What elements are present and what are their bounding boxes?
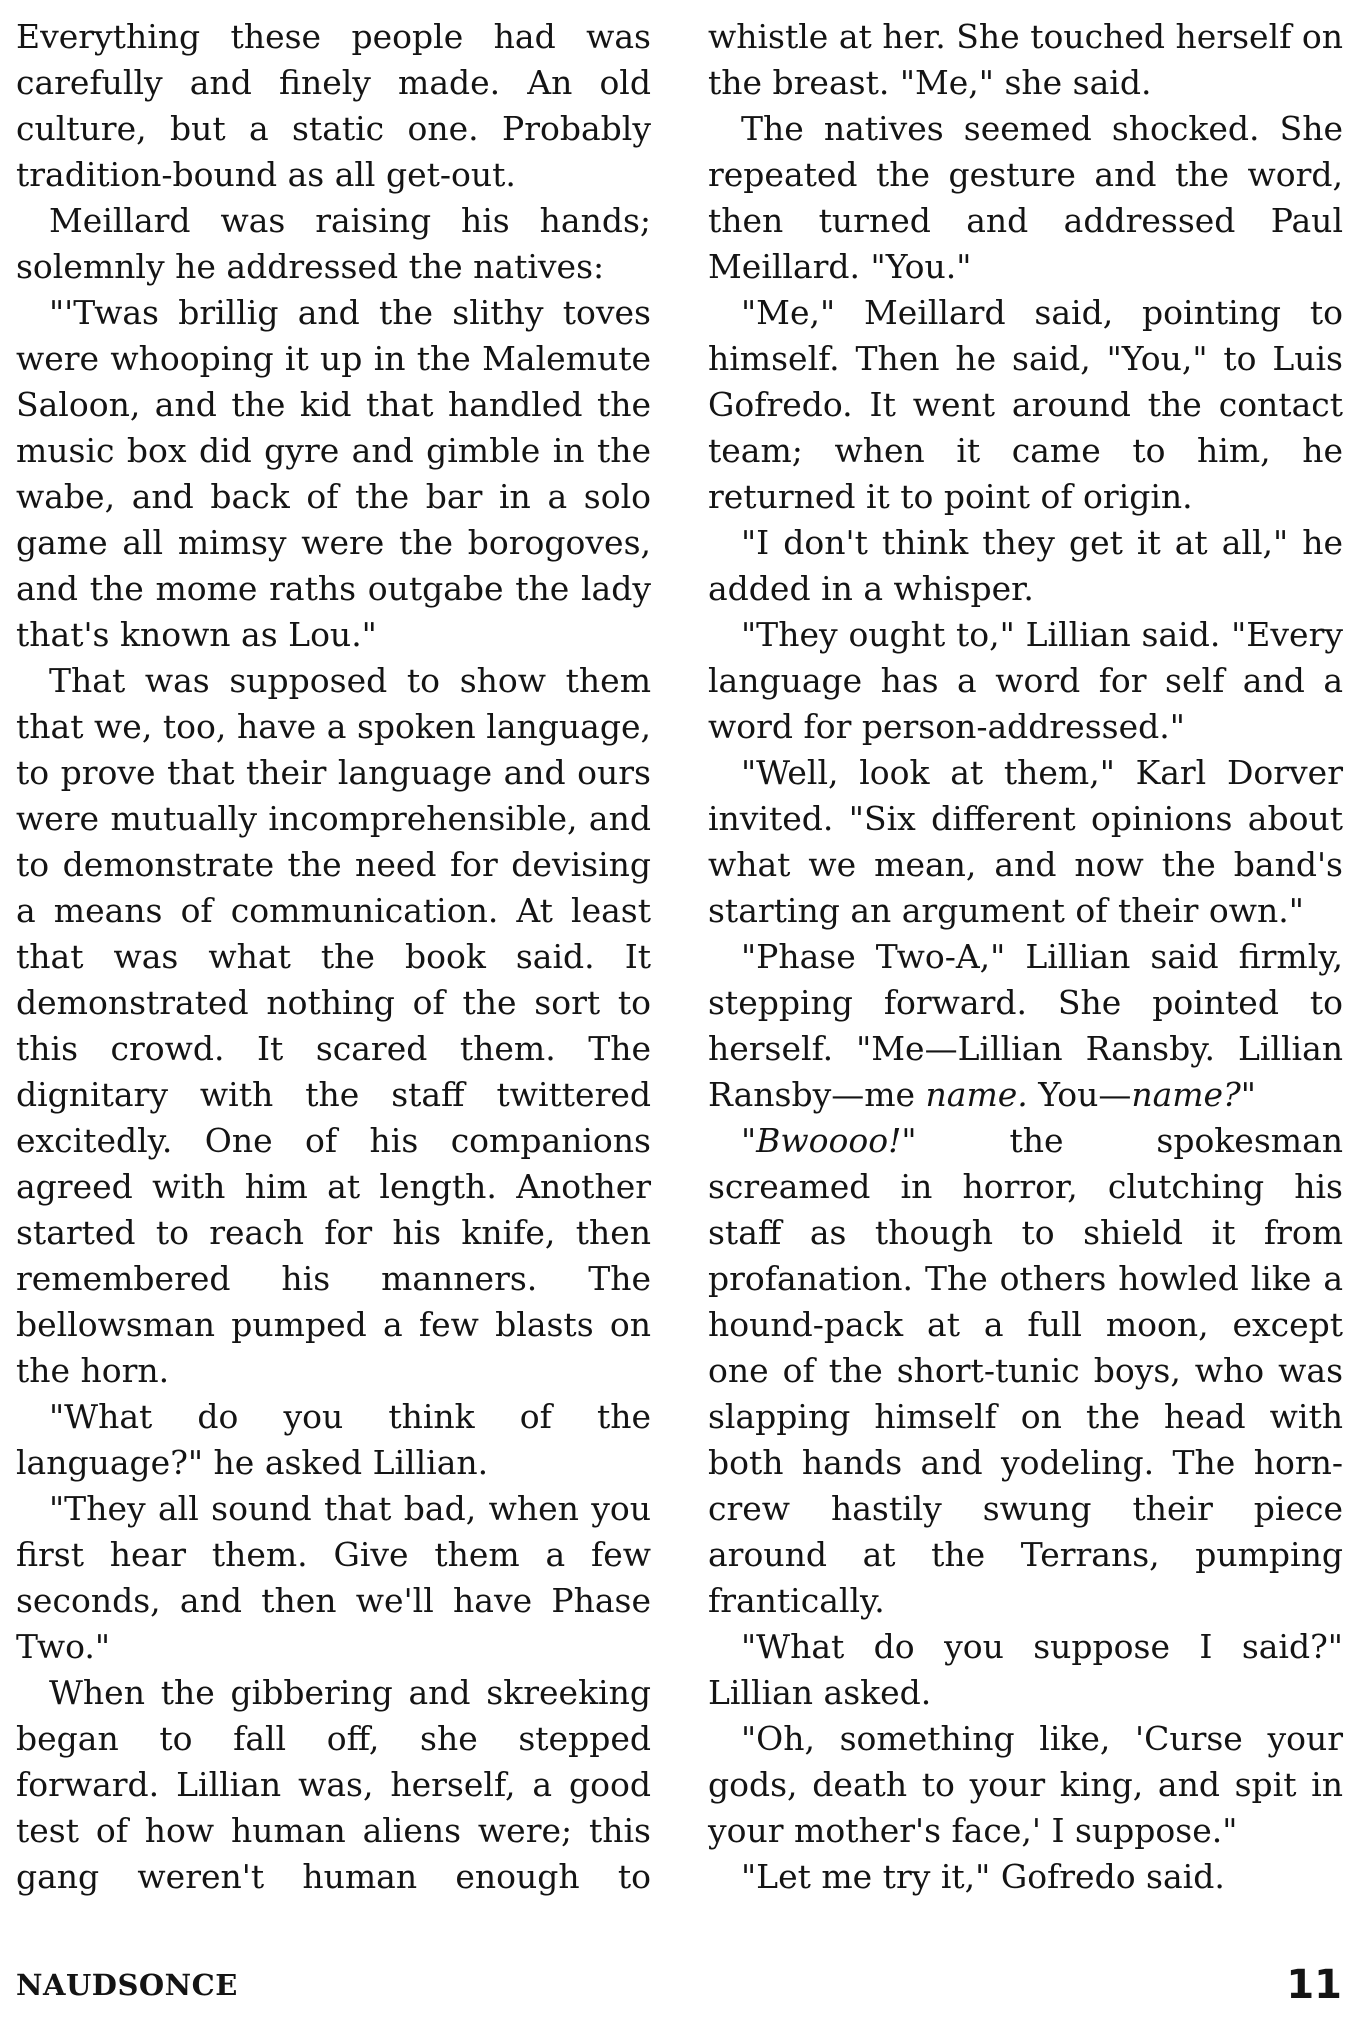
page-footer [16, 1962, 1342, 2012]
paragraph: whistle at her. She touched herself on the breast. "Me," she said. [708, 17, 1343, 102]
right-text-column [708, 14, 1343, 1900]
paragraph: "What do you suppose I said?" Lillian asked. [708, 1627, 1343, 1712]
text-run: "Phase Two-A," Lillian said firmly, stepping forward. She pointed to herself. "Me—Lillian Ransby. Lillian Ransby—me [708, 937, 1343, 1114]
paragraph [708, 1118, 1343, 1624]
paragraph: That was supposed to show them that we, too, have a spoken language, to prove that their language and ours were mutually incomprehensible, and to demonstrate the need for devising a means of communication. At least that was what the book said. It demonstrated nothing of the sort to this crowd. It scared them. The dignitary with the staff twittered excitedly. One of his companions agreed with him at length. Another started to reach for his knife, then remembered his manners. The bellowsman pumped a few blasts on the horn. [16, 661, 651, 1390]
paragraph: "I don't think they get it at all," he added in a whisper. [708, 523, 1343, 608]
paragraph: Meillard was raising his hands; solemnly he addressed the natives: [16, 201, 651, 286]
italic-text-run: name?" [1131, 1075, 1256, 1114]
left-text-column [16, 14, 651, 1900]
paragraph: "They all sound that bad, when you first hear them. Give them a few seconds, and then we'll have Phase Two." [16, 1489, 651, 1666]
paragraph: "Well, look at them," Karl Dorver invited. "Six different opinions about what we mean, and now the band's starting an argument of their own." [708, 753, 1343, 930]
text-run: You— [1027, 1075, 1132, 1114]
running-title: NAUDSONCE [16, 1968, 238, 2002]
paragraph: "Oh, something like, 'Curse your gods, death to your king, and spit in your mother's face,' I suppose." [708, 1719, 1343, 1850]
paragraph [708, 934, 1343, 1118]
italic-text-run: name. [925, 1075, 1028, 1114]
paragraph: "Me," Meillard said, pointing to himself. Then he said, "You," to Luis Gofredo. It went around the contact team; when it came to him, he returned it to point of origin. [708, 293, 1343, 516]
paragraph: "What do you think of the language?" he asked Lillian. [16, 1397, 651, 1482]
paragraph: "Let me try it," Gofredo said. [741, 1857, 1225, 1896]
paragraph: When the gibbering and skreeking began to fall off, she stepped forward. Lillian was, herself, a good test of how human aliens were; this gang weren't human enough to [16, 1673, 651, 1896]
page-number: 11 [1286, 1962, 1342, 2008]
text-run: the spokesman screamed in horror, clutching his staff as though to shield it from profanation. The others howled like a hound-pack at a full moon, except one of the short-tunic boys, who was slapping himself on the head with both hands and yodeling. The horn-crew hastily swung their piece around at the Terrans, pumping frantically. [708, 1121, 1343, 1620]
paragraph: "'Twas brillig and the slithy toves were whooping it up in the Malemute Saloon, and the kid that handled the music box did gyre and gimble in the wabe, and back of the bar in a solo game all mimsy were the borogoves, and the mome raths outgabe the lady that's known as Lou." [16, 293, 651, 654]
paragraph: Everything these people had was carefully and finely made. An old culture, but a static one. Probably tradition-bound as all get-out. [16, 17, 651, 194]
paragraph: The natives seemed shocked. She repeated the gesture and the word, then turned and addressed Paul Meillard. "You." [708, 109, 1343, 286]
italic-text-run: "Bwoooo!" [741, 1121, 917, 1160]
paragraph: "They ought to," Lillian said. "Every language has a word for self and a word for person-addressed." [708, 615, 1343, 746]
